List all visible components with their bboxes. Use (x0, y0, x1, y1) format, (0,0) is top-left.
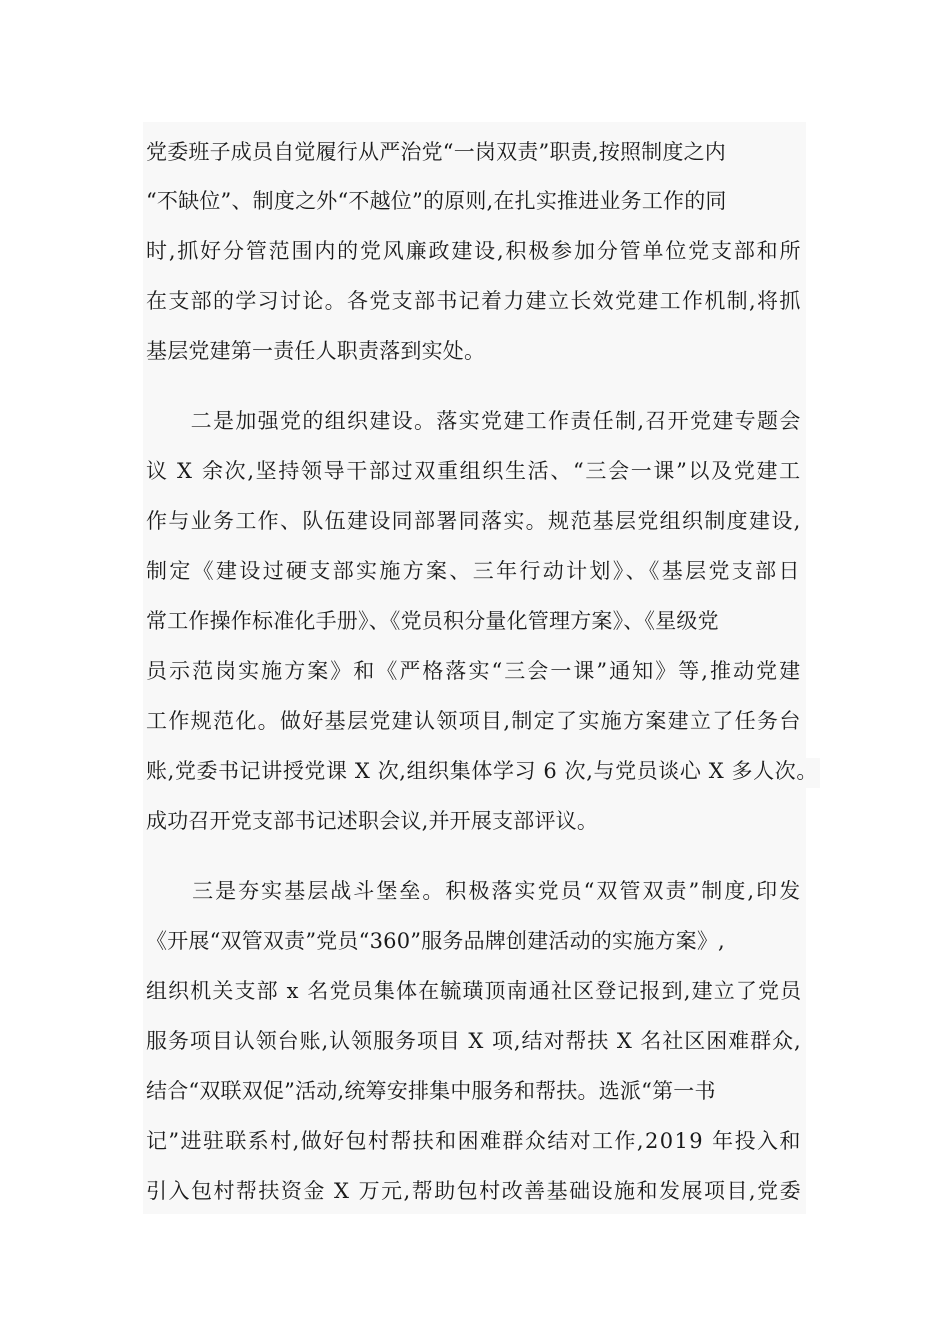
paragraph-2-line-7: 工作规范化。做好基层党建认领项目,制定了实施方案建立了任务台 (146, 709, 802, 733)
paragraph-1-line-3: 时,抓好分管范围内的党风廉政建设,积极参加分管单位党支部和所 (146, 239, 803, 263)
paragraph-2-line-6: 员示范岗实施方案》和《严格落实“三会一课”通知》等,推动党建 (146, 659, 803, 683)
paragraph-2-line-8: 账,党委书记讲授党课 X 次,组织集体学习 6 次,与党员谈心 X 多人次。 (146, 759, 818, 783)
paragraph-2-line-2: 议 X 余次,坚持领导干部过双重组织生活、“三会一课”以及党建工 (146, 459, 802, 483)
paragraph-3-line-4: 服务项目认领台账,认领服务项目 X 项,结对帮扶 X 名社区困难群众, (146, 1029, 802, 1053)
paragraph-2-line-3: 作与业务工作、队伍建设同部署同落实。规范基层党组织制度建设, (146, 509, 802, 533)
paragraph-3-line-6: 记”进驻联系村,做好包村帮扶和困难群众结对工作,2019 年投入和 (146, 1129, 802, 1153)
paragraph-3-line-5: 结合“双联双促”活动,统筹安排集中服务和帮扶。选派“第一书 (146, 1079, 716, 1103)
paragraph-1-line-5: 基层党建第一责任人职责落到实处。 (146, 339, 486, 363)
paragraph-3-line-1: 三是夯实基层战斗堡垒。积极落实党员“双管双责”制度,印发 (146, 879, 803, 903)
paragraph-1-line-2: “不缺位”、制度之外“不越位”的原则,在扎实推进业务工作的同 (146, 189, 727, 213)
paragraph-2-line-4: 制定《建设过硬支部实施方案、三年行动计划》、《基层党支部日 (146, 559, 802, 583)
paragraph-2-line-5: 常工作操作标准化手册》、《党员积分量化管理方案》、《星级党 (146, 609, 719, 633)
paragraph-3-line-7: 引入包村帮扶资金 X 万元,帮助包村改善基础设施和发展项目,党委 (146, 1179, 803, 1203)
paragraph-3-line-3: 组织机关支部 x 名党员集体在毓璜顶南通社区登记报到,建立了党员 (146, 979, 803, 1003)
paragraph-1-line-1: 党委班子成员自觉履行从严治党“一岗双责”职责,按照制度之内 (146, 140, 726, 164)
paragraph-3-line-2: 《开展“双管双责”党员“360”服务品牌创建活动的实施方案》, (146, 929, 725, 953)
paragraph-1-line-4: 在支部的学习讨论。各党支部书记着力建立长效党建工作机制,将抓 (146, 289, 802, 313)
paragraph-2-line-1: 二是加强党的组织建设。落实党建工作责任制,召开党建专题会 (146, 409, 802, 433)
paragraph-2-line-9: 成功召开党支部书记述职会议,并开展支部评议。 (146, 809, 599, 833)
